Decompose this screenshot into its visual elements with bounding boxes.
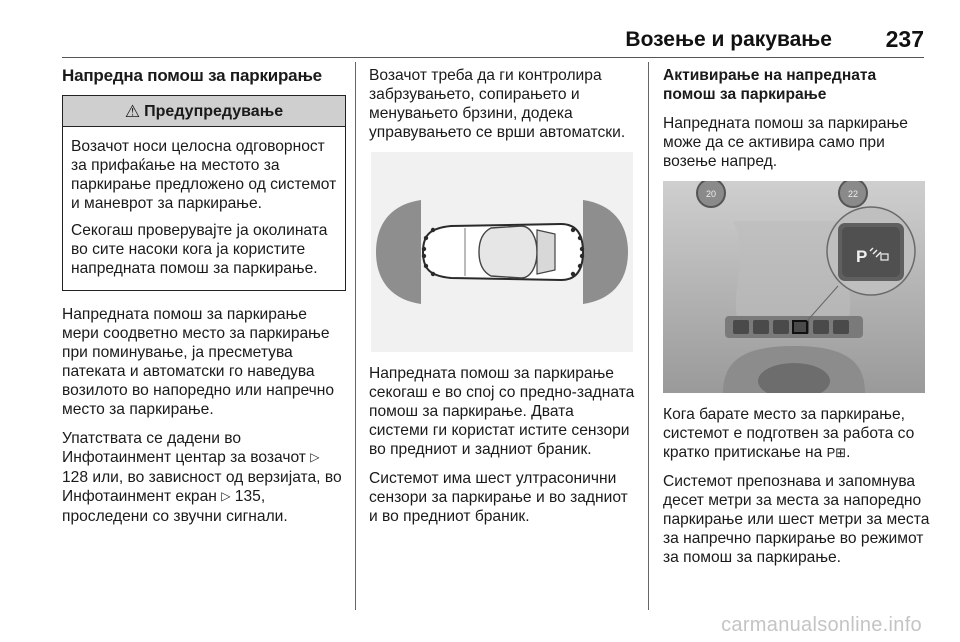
column-2 [369, 66, 635, 536]
warning-triangle-icon: ⚠ [124, 101, 141, 121]
warning-paragraph-2: Секогаш проверувајте ја околината во сите насоки кога ја користите напредната помош за паркирање. [71, 222, 328, 277]
paragraph: Возачот треба да ги контролира забрзувањето, сопирањето и менувањето брзини, додека управувањето се врши автоматски. [369, 67, 626, 141]
column-1 [62, 66, 346, 536]
page-reference[interactable]: 128 [62, 469, 89, 486]
paragraph: Напредната помош за паркирање секогаш е во спој со предно-задната помош за паркирање. Двата системи ги користат истите сензори во предниот и задниот браник. [369, 365, 635, 458]
page-reference[interactable]: 135 [234, 488, 261, 505]
column-divider-2 [648, 62, 649, 610]
warning-paragraph-1: Возачот носи целосна одговорност за прифаќање на местото за паркирање предложено од системот и маневрот за паркирање. [71, 138, 337, 212]
header-rule [62, 57, 924, 58]
reference-arrow-icon: ▷ [310, 450, 320, 464]
sensor-coverage-illustration [371, 152, 633, 352]
page-number: 237 [885, 26, 924, 52]
warning-body [63, 127, 345, 290]
photo-label: 20 [705, 189, 717, 199]
paragraph: Системот има шест ултрасонични сензори за паркирање и во задниот и во предниот браник. [369, 470, 628, 525]
reference-arrow-icon: ▷ [221, 489, 231, 503]
paragraph: Системот препознава и запомнува десет метри за места за напоредно паркирање или шест метри за места за напречно паркирање во режимот за помош за паркирање. [663, 473, 930, 566]
column-3 [663, 66, 931, 577]
subheading: Активирање на напредната помош за паркирање [663, 67, 877, 103]
paragraph: Напредната помош за паркирање мери соодветно место за паркирање при поминување, ја пресметува патеката и автоматски го наведува возилото во напоредно или напречно место за паркирање. [62, 306, 335, 418]
console-button-photo [663, 181, 925, 393]
photo-label: P [856, 247, 868, 266]
parking-assist-button-icon: P⊞ [826, 445, 847, 460]
warning-box [62, 95, 346, 291]
photo-label: 22 [847, 189, 859, 199]
page-header-title: Возење и ракување [625, 28, 832, 51]
watermark: carmanualsonline.info [721, 614, 922, 636]
section-title: Напредна помош за паркирање [62, 66, 322, 85]
warning-header [63, 96, 345, 127]
paragraph: Напредната помош за паркирање може да се активира само при возење напред. [663, 115, 908, 170]
paragraph: Кога барате место за паркирање, системот е подготвен за работа со кратко притискање на P⊞. [663, 406, 915, 461]
warning-title: Предупредување [144, 102, 284, 120]
column-divider-1 [355, 62, 356, 610]
paragraph-with-references: Упатствата се дадени во Инфотаинмент центар за возачот ▷ 128 или, во зависност од верзијата, во Инфотаинмент екран ▷ 135, проследени со звучни сигнали. [62, 430, 342, 525]
